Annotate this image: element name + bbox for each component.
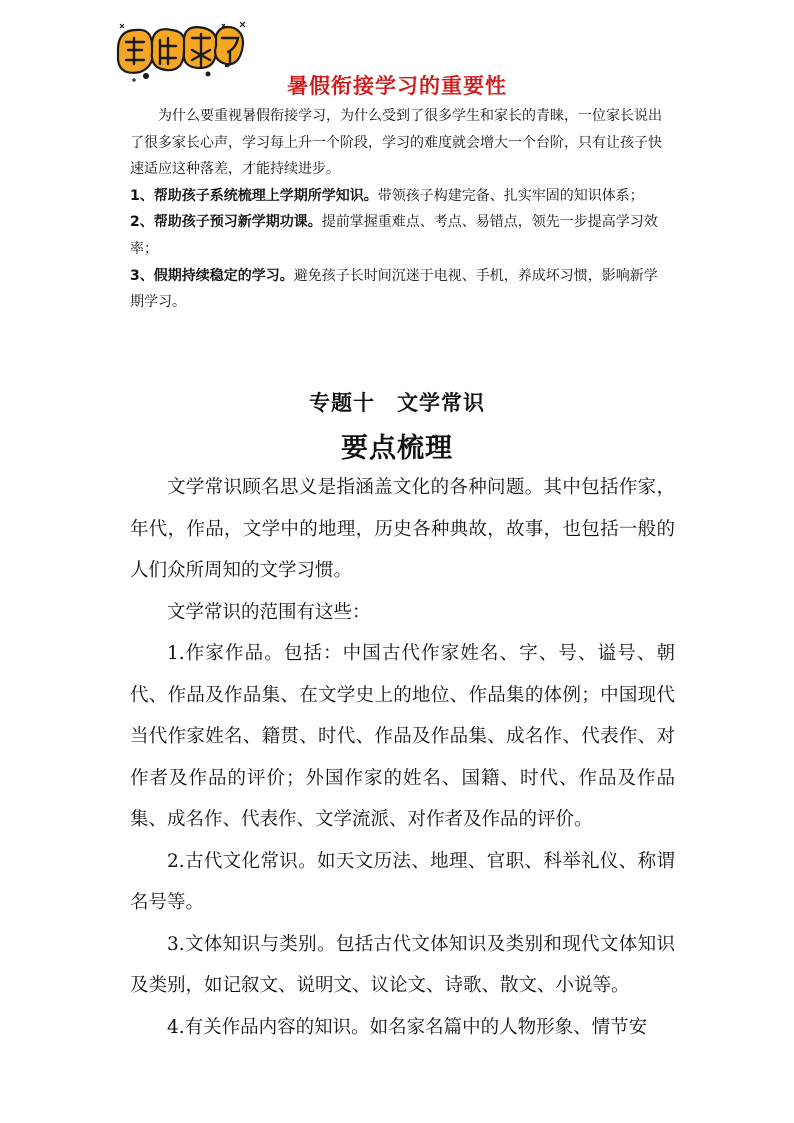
paragraph-item-1: 1.作家作品。包括：中国古代作家姓名、字、号、谥号、朝代、作品及作品集、在文学史上的地位、作品集的体例；中国现代当代作家姓名、籍贯、时代、作品及作品集、成名作、代表作、对作者及作品的评价；外国作家的姓名、国籍、时代、作品及作品集、成名作、代表作、文学流派、对作者及作品的评价。 (130, 643, 675, 830)
paragraph-scope-intro: 文学常识的范围有这些： (167, 601, 371, 623)
paragraph-item-2: 2.古代文化常识。如天文历法、地理、官职、科举礼仪、称谓名号等。 (130, 850, 675, 913)
intro-point-3-text: 避免孩子长时间沉迷于电视、手机，养成坏习惯，影响新学期学习。 (130, 267, 658, 311)
intro-block (130, 103, 666, 316)
intro-point-2-heading: 2、帮助孩子预习新学期功课。 (130, 214, 322, 231)
intro-point-2-text: 提前掌握重难点、考点、易错点，领先一步提高学习效率； (130, 214, 658, 257)
intro-point-1 (130, 183, 666, 210)
section-title: 要点梳理 (341, 433, 453, 464)
topic-number: 专题十 (309, 391, 375, 415)
intro-lead: 为什么要重视暑假衔接学习，为什么受到了很多学生和家长的青睐，一位家长说出了很多家长心声，学习每上升一个阶段，学习的难度就会增大一个台阶，只有让孩子快速适应这种落差，才能持续进步。 (130, 108, 662, 178)
intro-point-3-heading: 3、假期持续稳定的学习。 (130, 267, 294, 284)
paragraph-item-4: 4.有关作品内容的知识。如名家名篇中的人物形象、情节安 (167, 1016, 648, 1038)
topic-name: 文学常识 (397, 391, 485, 415)
body-text (130, 467, 675, 1048)
topic-title (0, 387, 794, 417)
intro-point-2 (130, 209, 666, 262)
header-title: 暑假衔接学习的重要性 (287, 74, 507, 98)
paragraph-definition: 文学常识顾名思义是指涵盖文化的各种问题。其中包括作家，年代，作品，文学中的地理，历史各种典故，故事，也包括一般的人们众所周知的文学习惯。 (130, 477, 675, 581)
paragraph-item-3: 3.文体知识与类别。包括古代文体知识及类别和现代文体知识及类别，如记叙文、说明文、议论文、诗歌、散文、小说等。 (130, 933, 675, 996)
intro-point-1-text: 带领孩子构建完备、扎实牢固的知识体系； (377, 187, 644, 204)
intro-point-3 (130, 263, 666, 316)
intro-point-1-heading: 1、帮助孩子系统梳理上学期所学知识。 (130, 187, 378, 204)
